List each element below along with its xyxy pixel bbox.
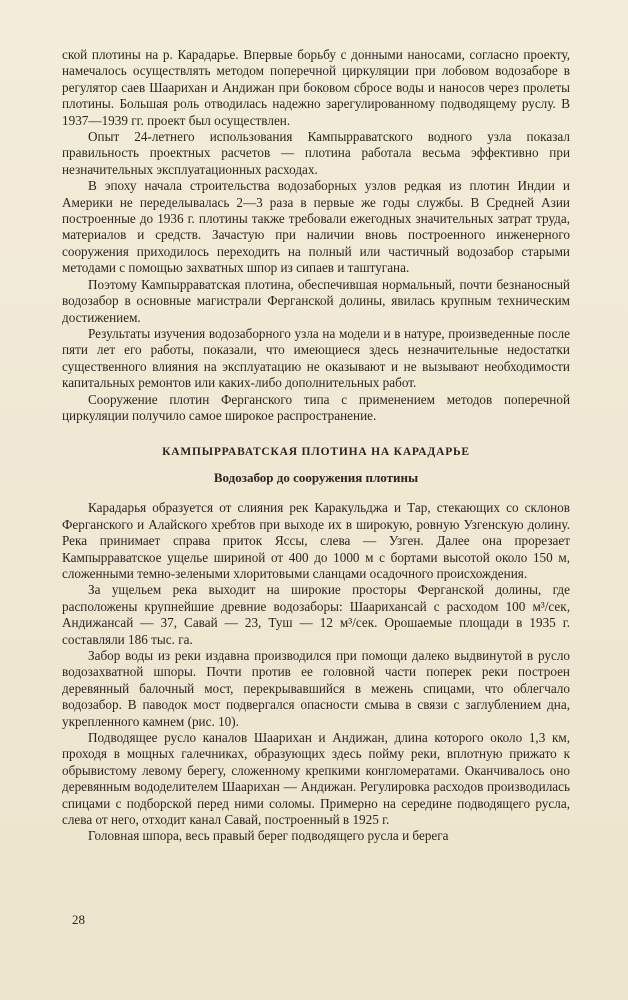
paragraph: Подводящее русло каналов Шаарихан и Андижан, длина которого около 1,3 км, проходя в мощных галечниках, образующих здесь пойму реки, вплотную прижато к обрывистому левому берегу, сложенному крепкими конгломератами. Оканчивалось оно деревянным вододелителем Шаарихан — Андижан. Регулировка расходов производилась спицами с подборской перед ними соломы. Примерно на середине подводящего русла, слева от него, отходит канал Савай, построенный в 1925 г. [62,730,570,828]
subsection-heading: Водозабор до сооружения плотины [213,470,419,486]
paragraph: В эпоху начала строительства водозаборных узлов редкая из плотин Индии и Америки не переделывалась 2—3 раза в первые же годы службы. В Средней Азии построенные до 1936 г. плотины также требовали ежегодных значительных затрат труда, материалов и средств. Зачастую при наличии вновь построенного инженерного сооружения приходилось переходить на полный или частичный водозабор старыми методами с помощью захватных шпор из сипаев и таштугана. [62,178,570,276]
page-number: 28 [72,912,85,927]
paragraph: Карадарья образуется от слияния рек Каракульджа и Тар, стекающих со склонов Ферганского и Алайского хребтов при выходе их в широкую, ровную Узгенскую долину. Река принимает справа приток Яссы, слева — Узген. Далее она прорезает Кампырраватское ущелье шириной от 400 до 1000 м с бортами высотой около 150 м, сложенными темно-зелеными хлоритовыми сланцами осадочного происхождения. [62,500,570,581]
paragraph: За ущельем река выходит на широкие просторы Ферганской долины, где расположены крупнейшие древние водозаборы: Шаарихансай с расходом 100 м³/сек, Андижансай — 37, Савай — 23, Туш — 12 м³/сек. Орошаемые площади в 1935 г. составляли 186 тыс. га. [62,582,570,647]
paragraph: Забор воды из реки издавна производился при помощи далеко выдвинутой в русло водозахватной шпоры. Почти против ее головной части поперек реки построен деревянный балочный мост, перекрывавшийся в межень спицами, что облегчало водозабор. В паводок мост подвергался опасности смыва в связи с заглублением дна, укрепленного камнем (рис. 10). [62,648,570,729]
paragraph-continuation: ской плотины на р. Карадарье. Впервые борьбу с донными наносами, согласно проекту, намечалось осуществлять методом поперечной циркуляции при лобовом водозаборе в регулятор саев Шаарихан и Андижан при боковом сбросе воды и наносов через пролеты плотины. Большая роль отводилась надежно зарегулированному подводящему руслу. В 1937—1939 гг. проект был осуществлен. [62,47,570,128]
page-body [62,47,570,845]
paragraph-cutoff: Головная шпора, весь правый берег подводящего русла и берега [88,828,449,844]
paragraph: Опыт 24-летнего использования Кампырраватского водного узла показал правильность проектных расчетов — плотина работала весьма эффективно при незначительных эксплуатационных расходах. [62,129,570,177]
section-heading: КАМПЫРРАВАТСКАЯ ПЛОТИНА НА КАРАДАРЬЕ [162,446,470,459]
paragraph: Результаты изучения водозаборного узла на модели и в натуре, произведенные после пяти лет его работы, показали, что имеющиеся здесь незначительные недостатки существенного влияния на эксплуатацию не оказывают и не вызывают необходимости капитальных ремонтов или каких-либо дополнительных работ. [62,325,570,391]
paragraph: Поэтому Кампырраватская плотина, обеспечившая нормальный, почти безнаносный водозабор в основные магистрали Ферганской долины, явилась крупным техническим достижением. [62,276,570,325]
paragraph: Сооружение плотин Ферганского типа с применением методов поперечной циркуляции получило самое широкое распространение. [62,391,570,423]
